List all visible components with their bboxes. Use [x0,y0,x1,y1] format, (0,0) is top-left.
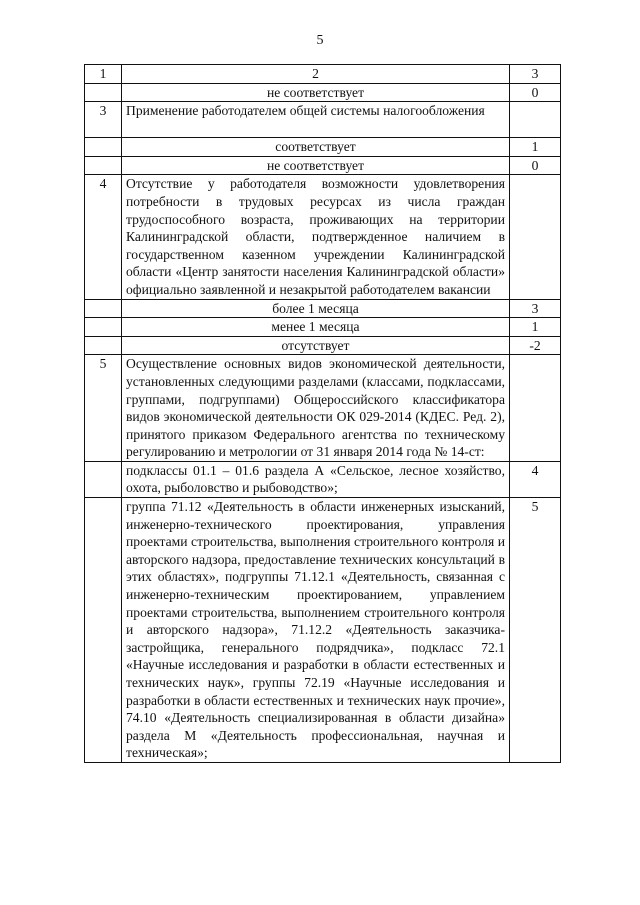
option-label: подклассы 01.1 – 01.6 раздела А «Сельское, лесное хозяйство, охота, рыболовство и рыбоводство»; [122,461,510,497]
score-value: 1 [510,318,561,337]
table-row [85,156,561,175]
option-label: отсутствует [122,336,510,355]
option-label: не соответствует [122,83,510,102]
empty-cell [510,355,561,462]
table-row [85,102,561,138]
option-label: более 1 месяца [122,299,510,318]
score-value: 5 [510,498,561,763]
empty-cell [510,175,561,299]
column-number-1: 1 [85,65,122,84]
option-label: группа 71.12 «Деятельность в области инженерных изысканий, инженерно-технического проектирования, управления проектами строительства, выполнения строительного контроля и авторского надзора, предоставление технических консультаций в этих областях», подгруппы 71.12.1 «Деятельность, связанная с инженерно-техническим проектированием, управлением проектами строительства, выполнением строительного контроля и авторского надзора», 71.12.2 «Деятельность заказчика-застройщика, генерального подрядчика», подкласс 72.1 «Научные исследования и разработки в области естественных и технических наук», группы 72.19 «Научные исследования и разработки в области естественных и технических наук прочие», 74.10 «Деятельность специализированная в области дизайна» раздела М «Деятельность профессиональная, научная и техническая»; [122,498,510,763]
table-row [85,175,561,299]
column-number-2: 2 [122,65,510,84]
table-row [85,355,561,462]
criterion-text: Отсутствие у работодателя возможности удовлетворения потребности в трудовых ресурсах из числа граждан трудоспособного возраста, проживающих на территории Калининградской области, подтвержденное наличием в государственном казенном учреждении Калининградской области «Центр занятости населения Калининградской области» официально заявленной и незакрытой работодателем вакансии [122,175,510,299]
score-value: 0 [510,156,561,175]
table-row [85,461,561,497]
table-header-row [85,65,561,84]
option-label: соответствует [122,138,510,157]
empty-cell [85,461,122,497]
table-row [85,336,561,355]
table-row [85,299,561,318]
empty-cell [85,336,122,355]
score-value: 1 [510,138,561,157]
empty-cell [85,83,122,102]
empty-cell [85,318,122,337]
table-row [85,318,561,337]
option-label: не соответствует [122,156,510,175]
table-row [85,138,561,157]
score-value: 3 [510,299,561,318]
empty-cell [510,102,561,138]
page-number: 5 [316,33,324,48]
score-value: 4 [510,461,561,497]
criteria-table [84,64,561,763]
score-value: -2 [510,336,561,355]
empty-cell [85,299,122,318]
row-number: 4 [85,175,122,299]
option-label: менее 1 месяца [122,318,510,337]
row-number: 3 [85,102,122,138]
criterion-text: Осуществление основных видов экономической деятельности, установленных следующими разделами (классами, подклассами, группами, подгруппами) Общероссийского классификатора видов экономической деятельности ОК 029-2014 (КДЕС. Ред. 2), принятого приказом Федерального агентства по техническому регулированию и метрологии от 31 января 2014 года № 14-ст: [122,355,510,462]
empty-cell [85,498,122,763]
table-row [85,83,561,102]
empty-cell [85,138,122,157]
table-row [85,498,561,763]
criterion-text: Применение работодателем общей системы налогообложения [122,102,510,138]
column-number-3: 3 [510,65,561,84]
empty-cell [85,156,122,175]
row-number: 5 [85,355,122,462]
score-value: 0 [510,83,561,102]
